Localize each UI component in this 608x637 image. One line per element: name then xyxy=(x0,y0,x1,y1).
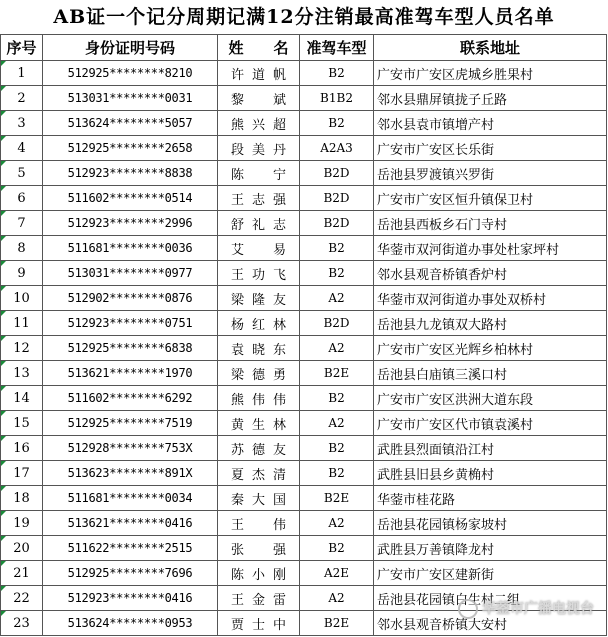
cell-id-number: 511602********0514 xyxy=(43,186,218,211)
cell-name: 黄生林 xyxy=(218,411,300,436)
watermark xyxy=(458,598,594,619)
cell-address: 岳池县白庙镇三溪口村 xyxy=(374,361,607,386)
table-row xyxy=(1,436,607,461)
cell-address: 华蓥市桂花路 xyxy=(374,486,607,511)
cell-id-number: 513624********5057 xyxy=(43,111,218,136)
table-row xyxy=(1,61,607,86)
table-row xyxy=(1,511,607,536)
cell-number: 4 xyxy=(1,136,43,161)
cell-id-number: 512925********7519 xyxy=(43,411,218,436)
cell-number: 18 xyxy=(1,486,43,511)
table-row xyxy=(1,86,607,111)
cell-number: 14 xyxy=(1,386,43,411)
cell-name: 秦大国 xyxy=(218,486,300,511)
cell-address: 广安市广安区虎城乡胜果村 xyxy=(374,61,607,86)
cell-address: 广安市广安区长乐街 xyxy=(374,136,607,161)
cell-address: 华蓥市双河街道办事处杜家坪村 xyxy=(374,236,607,261)
roster-table xyxy=(0,34,607,636)
table-row xyxy=(1,186,607,211)
cell-name: 黎 斌 xyxy=(218,86,300,111)
cell-address: 武胜县烈面镇沿江村 xyxy=(374,436,607,461)
table-header-row xyxy=(1,35,607,61)
cell-number: 21 xyxy=(1,561,43,586)
cell-license-class: B2 xyxy=(300,436,374,461)
cell-address: 邻水县鼎屏镇拢子丘路 xyxy=(374,86,607,111)
cell-license-class: A2 xyxy=(300,286,374,311)
header-id-number: 身份证明号码 xyxy=(43,35,218,61)
cell-number: 10 xyxy=(1,286,43,311)
table-row xyxy=(1,211,607,236)
cell-number: 23 xyxy=(1,611,43,636)
cell-name: 梁隆友 xyxy=(218,286,300,311)
cell-id-number: 512902********0876 xyxy=(43,286,218,311)
table-row xyxy=(1,136,607,161)
cell-number: 20 xyxy=(1,536,43,561)
cell-id-number: 512925********2658 xyxy=(43,136,218,161)
cell-id-number: 511681********0036 xyxy=(43,236,218,261)
cell-number: 11 xyxy=(1,311,43,336)
cell-id-number: 513031********0031 xyxy=(43,86,218,111)
cell-name: 舒礼志 xyxy=(218,211,300,236)
cell-license-class: A2 xyxy=(300,336,374,361)
table-row xyxy=(1,261,607,286)
cell-id-number: 513031********0977 xyxy=(43,261,218,286)
cell-license-class: B2E xyxy=(300,611,374,636)
cell-name: 陈小刚 xyxy=(218,561,300,586)
cell-name: 苏德友 xyxy=(218,436,300,461)
cell-license-class: B2 xyxy=(300,111,374,136)
cell-name: 王 伟 xyxy=(218,511,300,536)
cell-license-class: A2 xyxy=(300,411,374,436)
cell-number: 6 xyxy=(1,186,43,211)
cell-address: 广安市广安区恒升镇保卫村 xyxy=(374,186,607,211)
cell-name: 梁德勇 xyxy=(218,361,300,386)
cell-name: 熊兴超 xyxy=(218,111,300,136)
cell-address: 岳池县西板乡石门寺村 xyxy=(374,211,607,236)
cell-address: 岳池县花园镇白生村二组 xyxy=(374,586,607,611)
cell-id-number: 513623********891X xyxy=(43,461,218,486)
table-row xyxy=(1,486,607,511)
cell-name: 段美丹 xyxy=(218,136,300,161)
cell-name: 杨红林 xyxy=(218,311,300,336)
cell-license-class: B2D xyxy=(300,311,374,336)
cell-name: 艾 易 xyxy=(218,236,300,261)
cell-address: 广安市广安区光辉乡柏林村 xyxy=(374,336,607,361)
cell-number: 19 xyxy=(1,511,43,536)
cell-id-number: 513621********1970 xyxy=(43,361,218,386)
cell-address: 武胜县万善镇降龙村 xyxy=(374,536,607,561)
header-name: 姓 名 xyxy=(218,35,300,61)
cell-id-number: 511681********0034 xyxy=(43,486,218,511)
header-license-class: 准驾车型 xyxy=(300,35,374,61)
page-title: AB证一个记分周期记满12分注销最高准驾车型人员名单 xyxy=(53,6,555,28)
cell-id-number: 512928********753X xyxy=(43,436,218,461)
table-row xyxy=(1,461,607,486)
table-row xyxy=(1,411,607,436)
cell-address: 岳池县罗渡镇兴罗街 xyxy=(374,161,607,186)
cell-license-class: B2 xyxy=(300,536,374,561)
cell-license-class: B2D xyxy=(300,211,374,236)
cell-name: 王功飞 xyxy=(218,261,300,286)
cell-address: 岳池县九龙镇双大路村 xyxy=(374,311,607,336)
cell-license-class: A2E xyxy=(300,561,374,586)
cell-id-number: 511622********2515 xyxy=(43,536,218,561)
cell-name: 夏杰清 xyxy=(218,461,300,486)
cell-address: 广安市广安区洪洲大道东段 xyxy=(374,386,607,411)
cell-number: 7 xyxy=(1,211,43,236)
cell-number: 12 xyxy=(1,336,43,361)
cell-license-class: B2E xyxy=(300,486,374,511)
cell-name: 熊伟伟 xyxy=(218,386,300,411)
cell-id-number: 512923********8838 xyxy=(43,161,218,186)
cell-license-class: B2D xyxy=(300,186,374,211)
cell-license-class: B2 xyxy=(300,236,374,261)
cell-license-class: B2 xyxy=(300,386,374,411)
cell-license-class: A2A3 xyxy=(300,136,374,161)
cell-number: 1 xyxy=(1,61,43,86)
cell-name: 陈 宁 xyxy=(218,161,300,186)
cell-address: 广安市广安区代市镇袁溪村 xyxy=(374,411,607,436)
cell-name: 张 强 xyxy=(218,536,300,561)
cell-number: 22 xyxy=(1,586,43,611)
watermark-text: 华蓥市广播电视台 xyxy=(482,601,594,617)
cell-number: 5 xyxy=(1,161,43,186)
cell-name: 袁晓东 xyxy=(218,336,300,361)
table-row xyxy=(1,536,607,561)
table-row xyxy=(1,161,607,186)
cell-number: 16 xyxy=(1,436,43,461)
cell-id-number: 513621********0416 xyxy=(43,511,218,536)
cell-license-class: B2 xyxy=(300,61,374,86)
cell-address: 邻水县观音桥镇大安村 xyxy=(374,611,607,636)
header-number: 序号 xyxy=(1,35,43,61)
cell-name: 王金雷 xyxy=(218,586,300,611)
cell-name: 许道帆 xyxy=(218,61,300,86)
cell-license-class: B2D xyxy=(300,161,374,186)
cell-name: 贾士中 xyxy=(218,611,300,636)
cell-address: 邻水县袁市镇增产村 xyxy=(374,111,607,136)
cell-license-class: B2 xyxy=(300,261,374,286)
cell-id-number: 511602********6292 xyxy=(43,386,218,411)
cell-id-number: 512925********6838 xyxy=(43,336,218,361)
table-row xyxy=(1,236,607,261)
cell-number: 17 xyxy=(1,461,43,486)
header-address: 联系地址 xyxy=(374,35,607,61)
cell-name: 王志强 xyxy=(218,186,300,211)
cell-license-class: B1B2 xyxy=(300,86,374,111)
table-row xyxy=(1,386,607,411)
cell-license-class: A2 xyxy=(300,511,374,536)
cell-number: 13 xyxy=(1,361,43,386)
cell-id-number: 512923********0751 xyxy=(43,311,218,336)
cell-address: 邻水县观音桥镇香炉村 xyxy=(374,261,607,286)
table-row xyxy=(1,561,607,586)
cell-id-number: 513624********0953 xyxy=(43,611,218,636)
table-row xyxy=(1,361,607,386)
cell-address: 广安市广安区建新街 xyxy=(374,561,607,586)
cell-id-number: 512925********8210 xyxy=(43,61,218,86)
cell-address: 武胜县旧县乡黄桷村 xyxy=(374,461,607,486)
cell-address: 华蓥市双河街道办事处双桥村 xyxy=(374,286,607,311)
cell-number: 3 xyxy=(1,111,43,136)
table-row xyxy=(1,336,607,361)
broadcast-logo-icon xyxy=(458,599,478,619)
cell-address: 岳池县花园镇杨家坡村 xyxy=(374,511,607,536)
table-row xyxy=(1,111,607,136)
cell-license-class: B2 xyxy=(300,461,374,486)
table-row xyxy=(1,311,607,336)
cell-number: 15 xyxy=(1,411,43,436)
cell-license-class: B2E xyxy=(300,361,374,386)
cell-number: 8 xyxy=(1,236,43,261)
cell-id-number: 512923********0416 xyxy=(43,586,218,611)
table-body xyxy=(1,61,607,636)
cell-license-class: A2 xyxy=(300,586,374,611)
table-row xyxy=(1,286,607,311)
cell-id-number: 512925********7696 xyxy=(43,561,218,586)
cell-number: 9 xyxy=(1,261,43,286)
cell-number: 2 xyxy=(1,86,43,111)
cell-id-number: 512923********2996 xyxy=(43,211,218,236)
